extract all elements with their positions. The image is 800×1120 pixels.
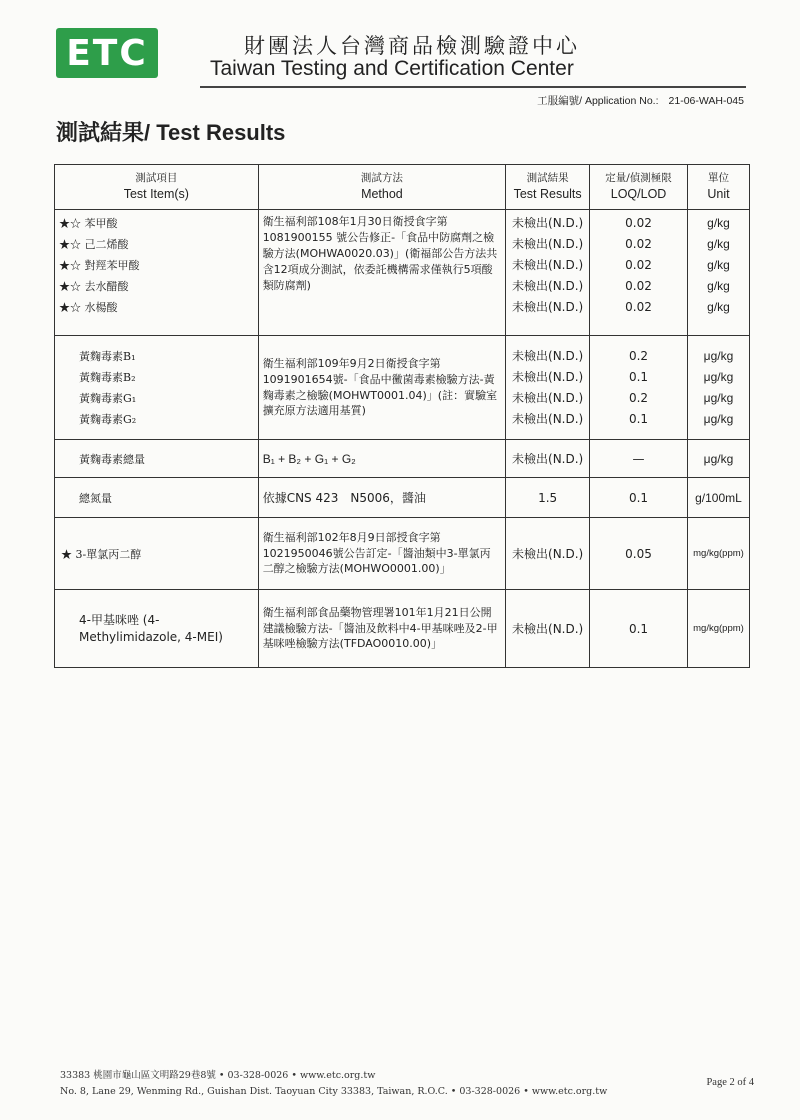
footer-address [60, 1068, 607, 1100]
item-cell: 總氮量 [55, 478, 259, 518]
unit-cell: g/100mL [687, 478, 749, 518]
item-label: 黃麴毒素B₁ [79, 349, 136, 363]
method-cell: B₁ + B₂ + G₁ + G₂ [258, 440, 505, 478]
method-cell: 衛生福利部食品藥物管理署101年1月21日公開建議檢驗方法-「醬油及飲料中4-甲基咪唑及2-甲基咪唑檢驗方法(TFDAO0010.00)」 [258, 590, 505, 668]
application-value: 21-06-WAH-045 [668, 95, 744, 107]
col-header-unit: 單位 Unit [687, 165, 749, 210]
result-cell: 未檢出(N.D.) [506, 518, 590, 590]
item-label: ★☆ 對羥苯甲酸 [59, 259, 140, 272]
org-name-en: Taiwan Testing and Certification Center [210, 57, 574, 80]
item-label: ★☆ 水楊酸 [59, 301, 118, 314]
unit-cell: mg/kg(ppm) [687, 590, 749, 668]
page-title: 測試結果/ Test Results [56, 120, 286, 145]
table-header-row [55, 165, 750, 210]
footer-address-en: No. 8, Lane 29, Wenming Rd., Guishan Dist. Taoyuan City 33383, Taiwan, R.O.C. • 03-328-0026 • www.etc.org.tw [60, 1086, 608, 1097]
item-label: 黃麴毒素G₁ [79, 391, 137, 405]
unit-cell: μg/kg [687, 440, 749, 478]
etc-logo [56, 28, 158, 78]
footer-address-zh: 33383 桃園市龜山區文明路29巷8號 • 03-328-0026 • www.etc.org.tw [60, 1070, 376, 1081]
loq-cell: 0.05 [590, 518, 688, 590]
item-cell: ★ 3-單氯丙二醇 [55, 518, 259, 590]
loq-cell: 0.2 0.1 0.2 0.1 [590, 336, 688, 440]
loq-cell: 0.1 [590, 590, 688, 668]
item-label: ★☆ 去水醋酸 [59, 280, 129, 293]
result-cell: 未檢出(N.D.) 未檢出(N.D.) 未檢出(N.D.) 未檢出(N.D.) [506, 336, 590, 440]
application-label: 工服編號/ Application No.: [537, 95, 659, 107]
col-header-loq: 定量/偵測極限 LOQ/LOD [590, 165, 688, 210]
unit-cell: μg/kg μg/kg μg/kg μg/kg [687, 336, 749, 440]
method-cell: 衛生福利部109年9月2日衛授食字第1091901654號-「食品中黴菌毒素檢驗方法-黃麴毒素之檢驗(MOHWT0001.04)」(註：實驗室擴充原方法適用基質) [258, 336, 505, 440]
col-header-item: 測試項目 Test Item(s) [55, 165, 259, 210]
loq-cell: — [590, 440, 688, 478]
table-row [55, 440, 750, 478]
result-cell: 未檢出(N.D.) [506, 590, 590, 668]
page-number: Page 2 of 4 [706, 1077, 754, 1088]
item-label: ★☆ 苯甲酸 [59, 217, 118, 230]
unit-cell: mg/kg(ppm) [687, 518, 749, 590]
application-number [537, 93, 744, 108]
org-name-zh: 財團法人台灣商品檢測驗證中心 [244, 34, 580, 58]
result-cell: 未檢出(N.D.) 未檢出(N.D.) 未檢出(N.D.) 未檢出(N.D.) 未檢出(N.D.) [506, 210, 590, 336]
item-cell: 黃麴毒素總量 [55, 440, 259, 478]
col-header-result: 測試結果 Test Results [506, 165, 590, 210]
loq-cell: 0.1 [590, 478, 688, 518]
method-cell: 衛生福利部102年8月9日部授食字第1021950046號公告訂定-「醬油類中3-單氯丙二醇之檢驗方法(MOHWO0001.00)」 [258, 518, 505, 590]
header-divider [200, 86, 746, 88]
table-row [55, 478, 750, 518]
method-cell: 衛生福利部108年1月30日衛授食字第1081900155 號公告修正-「食品中防腐劑之檢驗方法(MOHWA0020.03)」(衛福部公告方法共含12項成分測試，依委託機構需求僅執行5項酸類防腐劑) [258, 210, 505, 336]
unit-cell: g/kg g/kg g/kg g/kg g/kg [687, 210, 749, 336]
loq-cell: 0.02 0.02 0.02 0.02 0.02 [590, 210, 688, 336]
table-row [55, 336, 750, 440]
table-row [55, 518, 750, 590]
item-label: 黃麴毒素G₂ [79, 412, 137, 426]
item-cell: 4-甲基咪唑 (4-Methylimidazole, 4-MEI) [55, 590, 259, 668]
results-table [54, 164, 750, 668]
table-row [55, 590, 750, 668]
table-row [55, 210, 750, 336]
col-header-method: 測試方法 Method [258, 165, 505, 210]
method-cell: 依據CNS 423 N5006，醬油 [258, 478, 505, 518]
item-label: ★☆ 己二烯酸 [59, 238, 129, 251]
item-cell [55, 210, 259, 336]
logo-text: ETC [66, 32, 148, 74]
result-cell: 1.5 [506, 478, 590, 518]
item-label: 黃麴毒素B₂ [79, 370, 136, 384]
result-cell: 未檢出(N.D.) [506, 440, 590, 478]
item-cell [55, 336, 259, 440]
